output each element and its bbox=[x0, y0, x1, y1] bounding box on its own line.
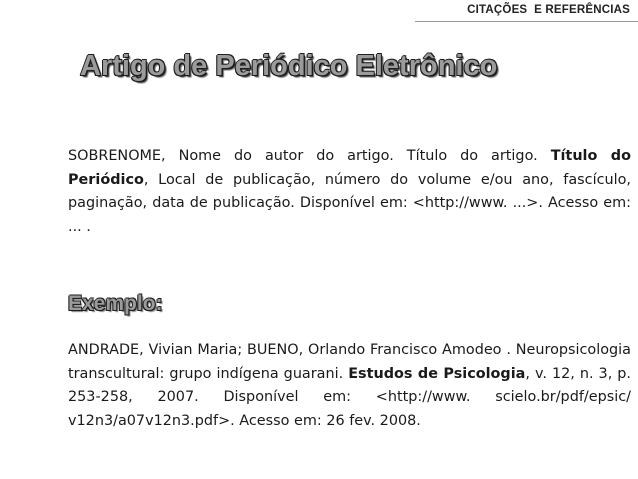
format-text-part2: , Local de publicação, número do volume e/ou ano, fascículo, paginação, data de publicação. Disponível em: <http://www. ...>. Acesso em: ... . bbox=[68, 171, 631, 235]
format-text-part1: SOBRENOME, Nome do autor do artigo. Título do artigo. bbox=[68, 148, 551, 164]
example-text-part2: , v. 12, n. 3, p. 253-258, 2007. Disponível em: <http://www. scielo.br/pdf/epsic/ v12n3/a07v12n3.pdf>. Acesso em: 26 fev. 2008. bbox=[68, 365, 631, 429]
example-reference-paragraph bbox=[68, 339, 631, 433]
section-header-tag: CITAÇÕES E REFERÊNCIAS bbox=[467, 4, 630, 16]
header-divider bbox=[415, 21, 638, 22]
example-journal-title: Estudos de Psicologia bbox=[348, 365, 526, 382]
format-journal-title: Título do Periódico bbox=[68, 148, 631, 188]
example-text-part1: ANDRADE, Vivian Maria; BUENO, Orlando Francisco Amodeo . Neuropsicologia transcultural: grupo indígena guarani. bbox=[68, 342, 631, 382]
example-heading: Exemplo: bbox=[68, 292, 163, 315]
reference-format-paragraph bbox=[68, 145, 631, 239]
slide-title: Artigo de Periódico Eletrônico bbox=[80, 50, 498, 82]
